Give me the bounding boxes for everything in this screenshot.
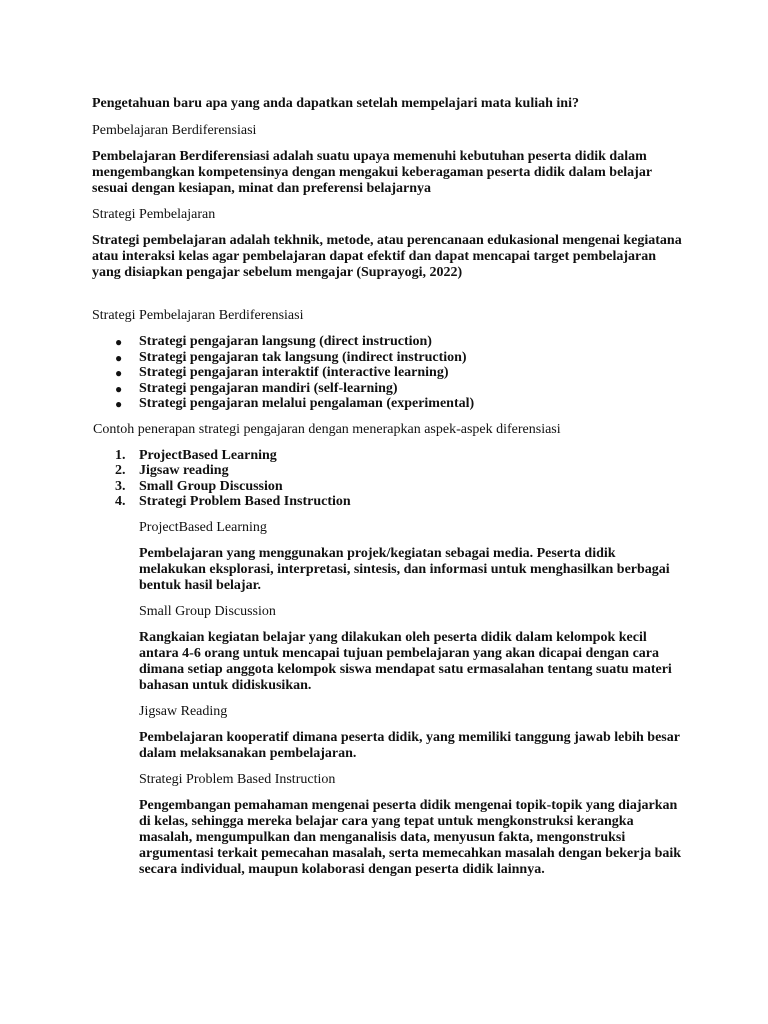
list-item-text: Strategi pengajaran mandiri (self-learning)	[139, 380, 398, 396]
list-item-text: Jigsaw reading	[139, 463, 229, 478]
detail-section-projectbased	[139, 520, 682, 594]
paragraph-berdiferensiasi: Pembelajaran Berdiferensiasi adalah suatu upaya memenuhi kebutuhan peserta didik dalam mengembangkan kompetensinya dengan mengakui keberagaman peserta didik dalam belajar sesuai dengan kesiapan, minat dan preferensi belajarnya	[92, 149, 652, 196]
detail-section-problem-based	[139, 772, 682, 878]
detail-body: Pengembangan pemahaman mengenai peserta didik mengenai topik-topik yang diajarkan di kelas, sehingga mereka belajar cara yang tepat untuk mengkonstruksi kerangka masalah, mengumpulkan dan menganalisis data, menyusun fakta, mengonstruksi argumentasi terkait pemecahan masalah, serta memecahkan masalah dengan bekerja baik secara individual, maupun kolaborasi dengan peserta didik lainnya.	[139, 797, 682, 877]
detail-body: Pembelajaran kooperatif dimana peserta didik, yang memiliki tanggung jawab lebih besar dalam melaksanakan pembelajaran.	[139, 729, 680, 761]
detail-title: Small Group Discussion	[139, 603, 276, 619]
detail-body: Rangkaian kegiatan belajar yang dilakukan oleh peserta didik dalam kelompok kecil antara 4-6 orang untuk mencapai tujuan pembelajaran yang akan dicapai dengan cara dimana setiap anggota kelompok siswa mendapat satu ermasalahan tentang suatu materi bahasan untuk didiskusikan.	[139, 629, 672, 693]
list-item	[92, 365, 682, 381]
section-heading-strategi-berdiferensiasi: Strategi Pembelajaran Berdiferensiasi	[92, 308, 304, 323]
bullet-icon: ●	[115, 350, 123, 365]
document-body	[92, 96, 682, 878]
list-item-text: Strategi pengajaran interaktif (interactive learning)	[139, 365, 449, 380]
example-numbered-list	[92, 448, 682, 510]
bullet-icon: ●	[115, 397, 123, 411]
list-item	[92, 463, 682, 479]
list-item-text: Strategi pengajaran melalui pengalaman (experimental)	[139, 396, 475, 411]
bullet-icon: ●	[115, 366, 123, 380]
bullet-icon: ●	[115, 335, 123, 349]
bullet-icon: ●	[115, 381, 123, 396]
detail-section-jigsaw	[139, 704, 682, 762]
strategy-bullet-list	[92, 334, 682, 412]
detail-title: Jigsaw Reading	[139, 703, 228, 719]
list-number: 3.	[115, 478, 126, 494]
list-item-text: Strategi Problem Based Instruction	[139, 494, 351, 509]
detail-title: Strategi Problem Based Instruction	[139, 771, 336, 787]
detail-section-small-group	[139, 604, 682, 694]
detail-body: Pembelajaran yang menggunakan projek/kegiatan sebagai media. Peserta didik melakukan eksplorasi, interpretasi, sintesis, dan informasi untuk menghasilkan berbagai bentuk hasil belajar.	[139, 545, 670, 593]
list-number: 2.	[115, 463, 126, 478]
list-item	[92, 479, 682, 495]
list-item	[92, 381, 682, 397]
question-heading: Pengetahuan baru apa yang anda dapatkan setelah mempelajari mata kuliah ini?	[92, 96, 579, 111]
section-heading-berdiferensiasi: Pembelajaran Berdiferensiasi	[92, 123, 257, 138]
paragraph-strategi: Strategi pembelajaran adalah tekhnik, metode, atau perencanaan edukasional mengenai kegiatana atau interaksi kelas agar pembelajaran dapat efektif dan dapat mencapai target pembelajaran yang disiapkan pengajar sebelum mengajar (Suprayogi, 2022)	[92, 233, 682, 280]
list-item	[92, 494, 682, 510]
list-item	[92, 350, 682, 366]
list-item-text: Strategi pengajaran langsung (direct instruction)	[139, 334, 432, 349]
list-number: 1.	[115, 447, 126, 463]
list-item-text: Small Group Discussion	[139, 478, 283, 494]
list-item-text: Strategi pengajaran tak langsung (indirect instruction)	[139, 349, 467, 365]
section-heading-strategi: Strategi Pembelajaran	[92, 207, 216, 222]
list-number: 4.	[115, 494, 126, 509]
list-item	[92, 396, 682, 412]
section-heading-contoh: Contoh penerapan strategi pengajaran dengan menerapkan aspek-aspek diferensiasi	[93, 421, 561, 437]
list-item-text: ProjectBased Learning	[139, 447, 277, 463]
list-item	[92, 448, 682, 464]
detail-title: ProjectBased Learning	[139, 519, 267, 535]
list-item	[92, 334, 682, 350]
